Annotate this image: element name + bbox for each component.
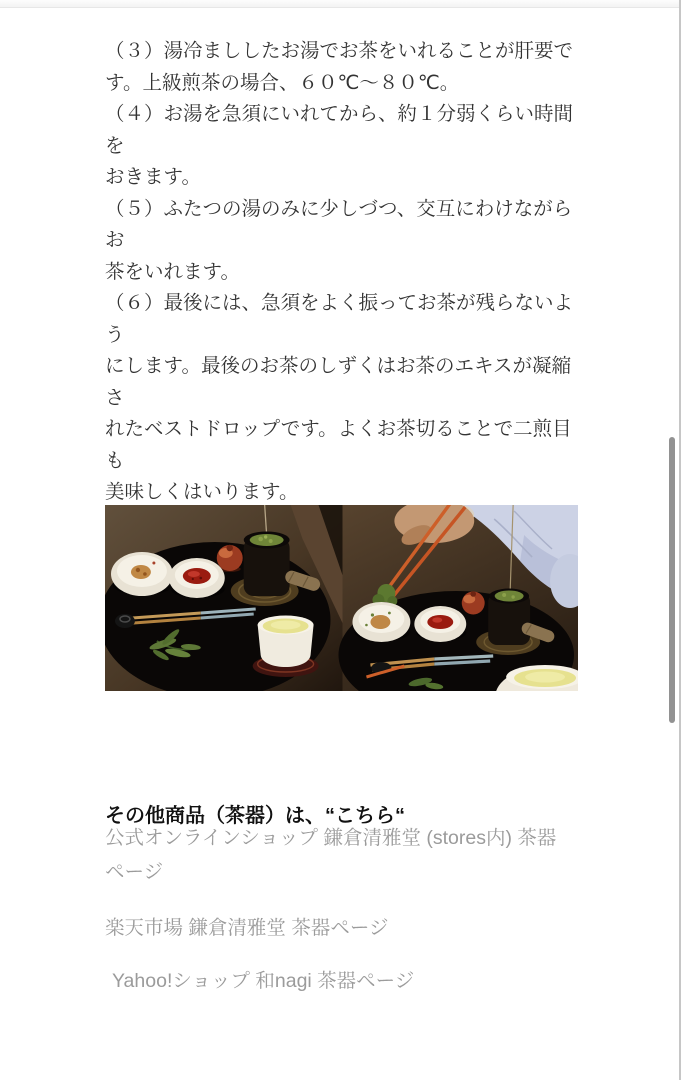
scrollbar-thumb[interactable]	[669, 437, 675, 723]
other-products-heading: その他商品（茶器）は、“こちら“	[105, 805, 405, 827]
link-rakuten-shop[interactable]: 楽天市場 鎌倉清雅堂 茶器ページ	[105, 917, 389, 939]
link-yahoo-shop[interactable]: Yahoo!ショップ 和nagi 茶器ページ	[112, 970, 415, 992]
tea-ceremony-photo	[105, 505, 578, 691]
article-content	[105, 36, 577, 1036]
link-official-online-shop[interactable]: 公式オンラインショップ 鎌倉清雅堂 (stores内) 茶器 ページ	[105, 827, 557, 883]
tea-photo-illustration	[105, 505, 578, 691]
top-divider	[0, 0, 681, 8]
brewing-instructions-text: （３）湯冷まししたお湯でお茶をいれることが肝要で す。上級煎茶の場合、６０℃〜８０℃。 （４）お湯を急須にいれてから、約１分弱くらい時間を おきます。 （５）ふたつの湯のみに少しづつ、交互にわけながらお 茶をいれます。 （６）最後には、急須をよく振ってお茶が残らないよう にします。最後のお茶のしずくはお茶のエキスが凝縮さ れたベストドロップです。よくお茶切ることで二煎目も 美味しくはいります。	[105, 40, 574, 503]
photo-left-panel	[105, 505, 342, 691]
photo-right-panel	[339, 505, 578, 691]
